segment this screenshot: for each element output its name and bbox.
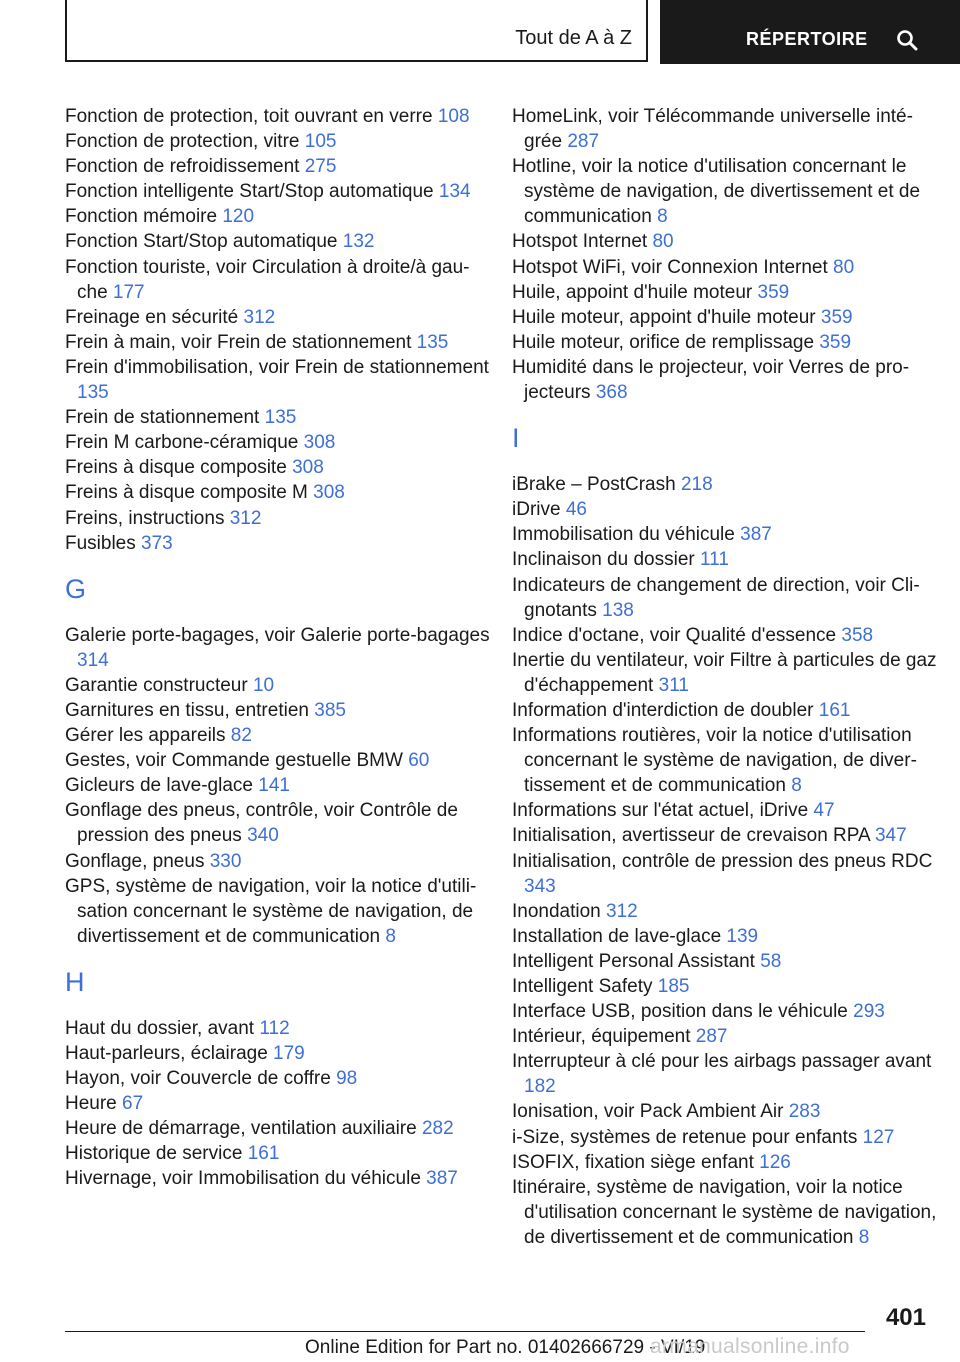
page-link[interactable]: 135: [77, 382, 109, 404]
index-entry-text: Humidité dans le projecteur, voir Verres de projecteurs: [512, 356, 910, 404]
index-entry-text: Frein M carbone-céramique: [65, 432, 304, 454]
page-link[interactable]: 312: [229, 507, 262, 529]
index-entry: [512, 723, 937, 798]
page-link[interactable]: 343: [524, 875, 556, 897]
page-link[interactable]: 80: [833, 256, 855, 278]
page-link[interactable]: 134: [438, 181, 471, 203]
index-entry: [65, 330, 490, 355]
page-link[interactable]: 177: [112, 281, 145, 303]
index-entry-text: Inondation: [512, 900, 607, 922]
index-entry-text: Heure: [65, 1093, 123, 1115]
page-link[interactable]: 308: [292, 457, 324, 479]
page-link[interactable]: 135: [264, 407, 297, 429]
index-entry: [512, 1049, 937, 1099]
index-entry: [512, 1150, 937, 1175]
index-entry-text: Garnitures en tissu, entretien: [65, 699, 315, 721]
index-column-right: [512, 104, 937, 1250]
page-link[interactable]: 60: [408, 750, 430, 772]
page-link[interactable]: 8: [657, 206, 668, 228]
page-link[interactable]: 218: [680, 474, 713, 496]
index-entry-text: Fonction de refroidissement: [65, 156, 305, 178]
index-entry-text: Huile, appoint d'huile moteur: [512, 281, 758, 303]
page-link[interactable]: 47: [813, 800, 835, 822]
page-link[interactable]: 308: [313, 482, 345, 504]
index-entry-text: iBrake – PostCrash: [512, 474, 681, 496]
tab-repertoire[interactable]: [660, 0, 960, 64]
index-entry-text: Informations routières, voir la notice d'utilisation concernant le système de navigation, de divertissement et de communication: [512, 725, 917, 797]
index-letter-i: I: [512, 423, 520, 454]
index-entry: [65, 623, 490, 673]
page-link[interactable]: 330: [209, 850, 242, 872]
index-entry: [65, 229, 490, 254]
index-entry-text: Initialisation, contrôle de pression des pneus RDC: [512, 850, 933, 872]
index-entry-text: Intérieur, équipement: [512, 1026, 696, 1048]
page-link[interactable]: 132: [342, 231, 375, 253]
index-entry-text: Immobilisation du véhicule: [512, 524, 741, 546]
page-link[interactable]: 287: [567, 131, 600, 153]
index-entry-text: HomeLink, voir Télécommande universelle intégrée: [512, 106, 913, 153]
index-entry: [512, 104, 937, 154]
index-entry: [65, 154, 490, 179]
index-entry: [65, 104, 490, 129]
index-entry: [512, 949, 937, 974]
page-link[interactable]: 111: [700, 549, 729, 571]
page-link[interactable]: 80: [652, 231, 674, 253]
page-link[interactable]: 314: [77, 649, 109, 671]
index-entry: [65, 1091, 490, 1116]
tab-tout-de-a-a-z[interactable]: [65, 0, 648, 62]
index-entry: [65, 798, 490, 848]
footer-divider: [65, 1331, 865, 1332]
index-entry-text: Fonction Start/Stop automatique: [65, 231, 343, 253]
index-entry-text: Frein à main, voir Frein de stationnement: [65, 331, 417, 353]
index-entry: [512, 255, 937, 280]
page-link[interactable]: 275: [304, 156, 337, 178]
index-entry: [65, 673, 490, 698]
index-entry-text: Hivernage, voir Immobilisation du véhicule: [65, 1168, 427, 1190]
index-entry-text: Fonction de protection, toit ouvrant en verre: [65, 106, 438, 127]
index-entry-text: Hotspot WiFi, voir Connexion Internet: [512, 256, 834, 278]
index-entry-text: Fonction touriste, voir Circulation à droite/à gauche: [65, 256, 470, 303]
index-entry-text: Fusibles: [65, 532, 142, 554]
index-entry-text: Freins, instructions: [65, 507, 230, 529]
index-entry: [512, 154, 937, 229]
index-entry-text: Hayon, voir Couvercle de coffre: [65, 1068, 337, 1090]
index-entry-text: Huile moteur, orifice de remplissage: [512, 331, 820, 353]
page-link[interactable]: 139: [726, 925, 759, 947]
index-entry: [65, 1116, 490, 1141]
page-link[interactable]: 287: [695, 1026, 728, 1048]
page-link[interactable]: 282: [421, 1118, 454, 1140]
page-link[interactable]: 108: [437, 106, 470, 127]
index-group-h-cont: [512, 104, 937, 405]
page-link[interactable]: 359: [757, 281, 790, 303]
page-link[interactable]: 312: [606, 900, 638, 922]
index-entry: [512, 573, 937, 623]
index-entry-text: Freinage en sécurité: [65, 306, 244, 328]
page-link[interactable]: 161: [247, 1143, 280, 1165]
page-link[interactable]: 182: [524, 1076, 556, 1098]
page-link[interactable]: 127: [862, 1126, 895, 1148]
index-letter-g: G: [65, 573, 87, 604]
index-entry-text: Fonction de protection, vitre: [65, 131, 305, 153]
index-entry: [65, 204, 490, 229]
watermark: armanualsonline.info: [650, 1335, 850, 1358]
index-entry: [512, 305, 937, 330]
page-link[interactable]: 385: [314, 699, 346, 721]
index-entry: [65, 531, 490, 556]
index-entry: [65, 1141, 490, 1166]
index-entry-text: Fonction mémoire: [65, 206, 223, 228]
index-entry: [65, 1166, 490, 1191]
index-entry-text: Hotline, voir la notice d'utilisation concernant le système de navigation, de divertissement et de communication: [512, 156, 921, 228]
page-link[interactable]: 161: [818, 699, 851, 721]
page-link[interactable]: 308: [303, 432, 336, 454]
page-link[interactable]: 312: [243, 306, 276, 328]
index-entry-text: Heure de démarrage, ventilation auxiliaire: [65, 1118, 422, 1140]
page-link[interactable]: 311: [658, 674, 689, 696]
index-entry-text: Ionisation, voir Pack Ambient Air: [512, 1101, 789, 1123]
index-entry-text: Frein de stationnement: [65, 407, 265, 429]
index-entry: [65, 773, 490, 798]
index-entry: [65, 1041, 490, 1066]
index-entry: [512, 623, 937, 648]
index-entry-text: Indice d'octane, voir Qualité d'essence: [512, 624, 842, 646]
page-link[interactable]: 340: [247, 825, 279, 847]
index-entry: [512, 522, 937, 547]
index-entry-text: ISOFIX, fixation siège enfant: [512, 1151, 760, 1173]
index-entry: [65, 255, 490, 305]
page-link[interactable]: 387: [740, 524, 772, 546]
index-entry-text: Inertie du ventilateur, voir Filtre à particules de gaz d'échappement: [512, 649, 937, 696]
index-entry: [65, 506, 490, 531]
page-link[interactable]: 138: [602, 599, 634, 621]
index-entry-text: Installation de lave-glace: [512, 925, 727, 947]
index-entry: [512, 899, 937, 924]
index-entry: [512, 1175, 937, 1250]
tab-repertoire-label[interactable]: RÉPERTOIRE: [746, 29, 868, 49]
page-link[interactable]: 373: [141, 532, 173, 554]
index-group-i: [512, 472, 937, 1250]
index-entry-text: Interface USB, position dans le véhicule: [512, 1001, 854, 1023]
index-entry-text: Gonflage, pneus: [65, 850, 210, 872]
index-entry-text: Intelligent Safety: [512, 976, 658, 997]
index-group-f: [65, 104, 490, 556]
index-entry: [512, 547, 937, 572]
index-entry-text: Gonflage des pneus, contrôle, voir Contrôle de pression des pneus: [65, 800, 458, 847]
header: [0, 0, 960, 64]
index-entry: [65, 1066, 490, 1091]
index-entry: [512, 280, 937, 305]
index-entry: [512, 849, 937, 899]
index-entry: [512, 999, 937, 1024]
index-entry-text: Haut-parleurs, éclairage: [65, 1043, 274, 1064]
index-entry-text: Huile moteur, appoint d'huile moteur: [512, 306, 821, 328]
index-group-g: [65, 623, 490, 949]
index-entry-text: Inclinaison du dossier: [512, 549, 700, 571]
page-link[interactable]: 98: [336, 1068, 358, 1090]
page-link[interactable]: 126: [759, 1151, 791, 1173]
page-link[interactable]: 120: [222, 206, 255, 228]
page-link[interactable]: 135: [416, 331, 449, 353]
index-entry: [65, 305, 490, 330]
index-entry: [65, 748, 490, 773]
index-entry: [512, 1125, 937, 1150]
index-entry: [65, 698, 490, 723]
index-entry-text: Gicleurs de lave-glace: [65, 775, 259, 797]
page-link[interactable]: 283: [788, 1101, 821, 1123]
index-entry: [65, 874, 490, 949]
index-entry: [512, 355, 937, 405]
index-entry-text: Intelligent Personal Assistant: [512, 950, 761, 972]
index-entry-text: Fonction intelligente Start/Stop automatique: [65, 181, 439, 203]
page-link[interactable]: 8: [385, 925, 396, 947]
page-link[interactable]: 368: [595, 382, 628, 404]
index-entry-text: Gérer les appareils: [65, 725, 231, 747]
index-entry: [65, 480, 490, 505]
index-entry: [65, 430, 490, 455]
index-entry: [65, 723, 490, 748]
page-link[interactable]: 293: [853, 1001, 885, 1023]
page-link[interactable]: 179: [273, 1043, 305, 1064]
index-entry: [512, 330, 937, 355]
index-entry-text: Gestes, voir Commande gestuelle BMW: [65, 750, 409, 772]
page-link[interactable]: 105: [304, 131, 337, 153]
index-entry: [512, 1099, 937, 1124]
index-entry-text: Galerie porte-bagages, voir Galerie porte-bagages: [65, 624, 490, 646]
page-link[interactable]: 8: [791, 775, 802, 797]
page-number: 401: [885, 1304, 926, 1331]
index-entry: [512, 798, 937, 823]
index-entry-text: Historique de service: [65, 1143, 248, 1165]
index-entry-text: Informations sur l'état actuel, iDrive: [512, 800, 814, 822]
page-link[interactable]: 112: [259, 1017, 290, 1039]
index-entry: [65, 355, 490, 405]
index-entry: [65, 849, 490, 874]
index-entry: [512, 823, 937, 848]
index-column-left: [65, 104, 490, 1192]
index-entry-text: i-Size, systèmes de retenue pour enfants: [512, 1126, 863, 1148]
index-entry: [65, 405, 490, 430]
index-entry-text: Indicateurs de changement de direction, voir Clignotants: [512, 574, 920, 621]
page-link[interactable]: 347: [874, 825, 907, 847]
index-entry: [512, 497, 937, 522]
index-entry-text: Hotspot Internet: [512, 231, 653, 253]
page-link[interactable]: 359: [820, 306, 853, 328]
tab-az-label[interactable]: Tout de A à Z: [515, 27, 632, 49]
page-link[interactable]: 82: [230, 725, 252, 747]
index-entry-text: Frein d'immobilisation, voir Frein de stationnement: [65, 356, 489, 378]
page-link[interactable]: 141: [258, 775, 290, 797]
index-entry-text: Information d'interdiction de doubler: [512, 699, 819, 721]
index-entry: [512, 974, 937, 999]
search-icon[interactable]: [896, 29, 918, 56]
index-entry-text: Interrupteur à clé pour les airbags passager avant: [512, 1051, 932, 1073]
index-entry: [512, 1024, 937, 1049]
index-group-h: [65, 1016, 490, 1192]
index-entry: [65, 1016, 490, 1041]
index-entry: [512, 924, 937, 949]
index-entry-text: Itinéraire, système de navigation, voir la notice d'utilisation concernant le système de navigation, de divertissement et de communication: [512, 1176, 937, 1248]
index-entry-text: Freins à disque composite M: [65, 482, 314, 504]
page-link[interactable]: 10: [252, 674, 275, 696]
index-entry: [65, 179, 490, 204]
index-entry: [512, 698, 937, 723]
index-entry: [512, 472, 937, 497]
index-entry: [512, 648, 937, 698]
index-entry-text: GPS, système de navigation, voir la notice d'utilisation concernant le système de navigation, de divertissement et de communication: [65, 875, 477, 947]
page-link[interactable]: 46: [565, 499, 587, 521]
index-entry-text: iDrive: [512, 499, 566, 521]
index-entry-text: Haut du dossier, avant: [65, 1017, 260, 1039]
index-entry: [65, 455, 490, 480]
edition-footer: Online Edition for Part no. 01402666729 - VI/19: [305, 1337, 706, 1358]
index-letter-h: H: [65, 966, 85, 997]
page-link[interactable]: 58: [760, 950, 782, 972]
page-link[interactable]: 8: [858, 1226, 870, 1248]
page-link[interactable]: 185: [657, 976, 690, 997]
page-link[interactable]: 67: [122, 1093, 144, 1115]
index-entry-text: Freins à disque composite: [65, 457, 293, 479]
page-link[interactable]: 387: [426, 1168, 458, 1190]
index-entry: [65, 129, 490, 154]
page-link[interactable]: 359: [819, 331, 852, 353]
index-entry: [512, 229, 937, 254]
index-entry-text: Initialisation, avertisseur de crevaison RPA: [512, 825, 875, 847]
page-link[interactable]: 358: [841, 624, 874, 646]
index-entry-text: Garantie constructeur: [65, 674, 253, 696]
